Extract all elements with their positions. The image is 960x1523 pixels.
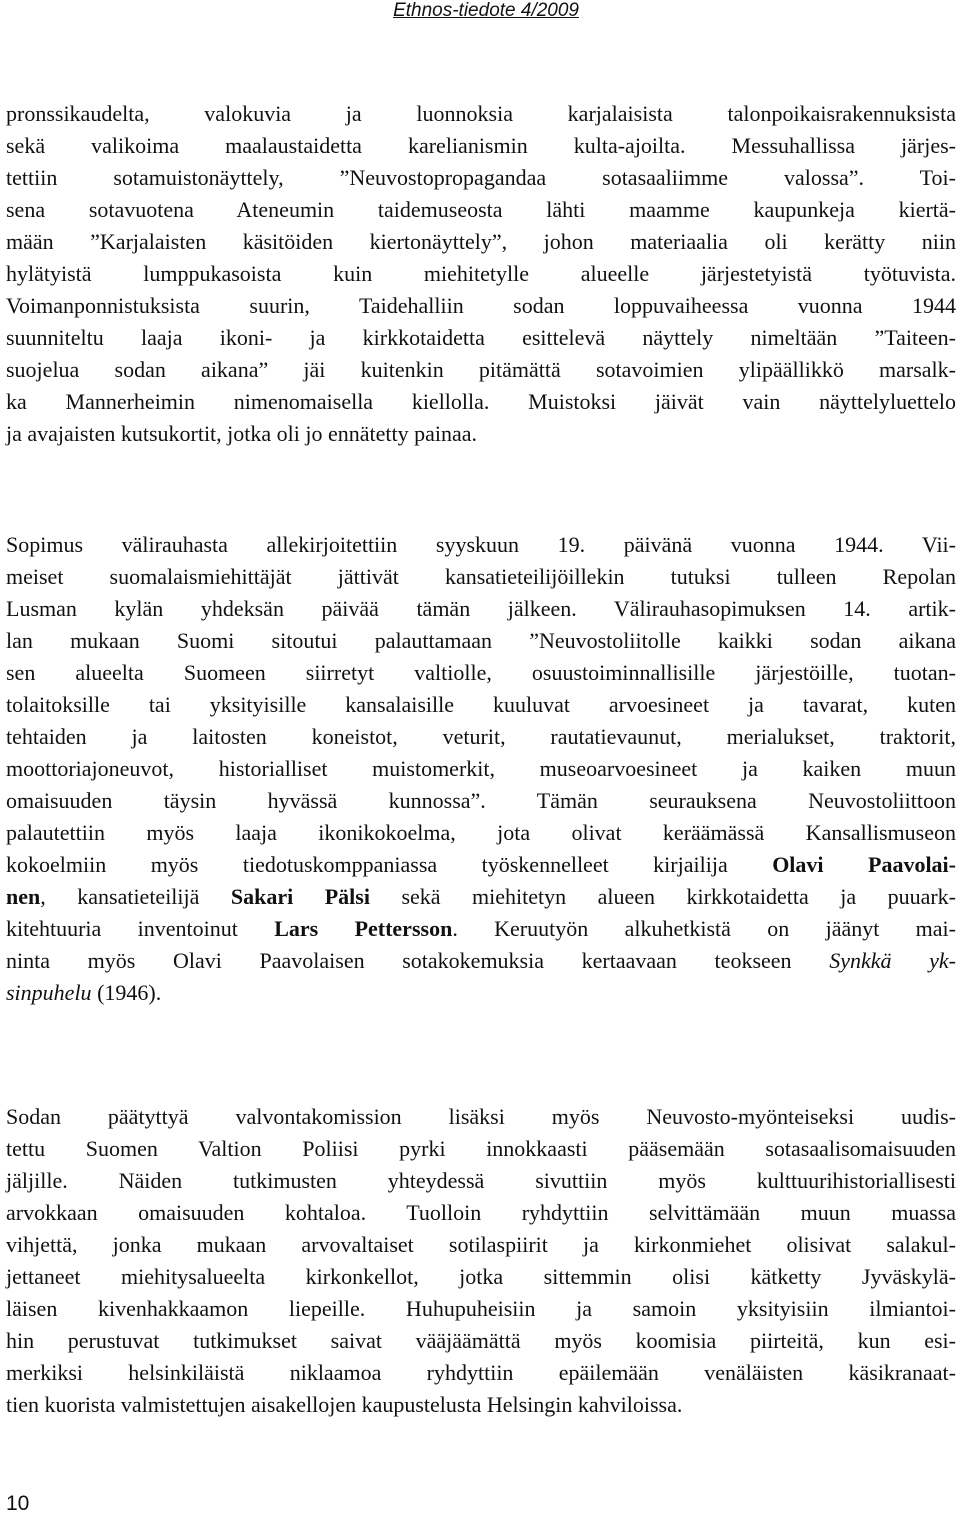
text-run: jettaneet miehitysalueelta kirkonkellot, jotka sittemmin olisi kätketty Jyväskylä- [6,1264,956,1289]
text-line [6,162,956,194]
text-run: lan mukaan Suomi sitoutui palauttamaan ”Neuvostoliitolle kaikki sodan aikana [6,628,956,653]
text-line [6,625,956,657]
text-run: sekä valikoima maalaustaidetta karelianismin kulta-ajoilta. Messuhallissa järjes- [6,133,956,158]
text-line [6,881,956,913]
text-run: merkiksi helsinkiläistä niklaamoa ryhdyttiin epäilemään venäläisten käsikranaat- [6,1360,956,1385]
text-run: ninta myös Olavi Paavolaisen sotakokemuksia kertaavaan teokseen [6,948,830,973]
text-line [6,1197,956,1229]
text-run: kokoelmiin myös tiedotuskomppaniassa työskennelleet kirjailija [6,852,773,877]
text-run: tehtaiden ja laitosten koneistot, veturit, rautatievaunut, merialukset, traktorit, [6,724,956,749]
text-line [6,1261,956,1293]
paragraph-1 [6,98,956,450]
text-run: tettu Suomen Valtion Poliisi pyrki innokkaasti pääsemään sotasaalisomaisuuden [6,1136,956,1161]
text-line [6,1165,956,1197]
text-line [6,977,956,1009]
text-line [6,1293,956,1325]
bold-name: Lars Pettersson [274,916,453,941]
text-run: (1946). [91,980,162,1005]
text-run: sen alueelta Suomeen siirretyt valtiolle, osuustoiminnallisille järjestöille, tuotan- [6,660,956,685]
text-run: läisen kivenhakkaamon liepeille. Huhupuheisiin ja samoin yksityisiin ilmiantoi- [6,1296,956,1321]
text-line [6,1389,956,1421]
text-run: pronssikaudelta, valokuvia ja luonnoksia karjalaisista talonpoikaisrakennuksista [6,101,956,126]
paragraph-3 [6,1101,956,1421]
text-line [6,130,956,162]
text-run: . Keruutyön alkuhetkistä on jäänyt mai- [452,916,956,941]
text-line [6,226,956,258]
text-line [6,258,956,290]
text-line [6,1325,956,1357]
text-run: hylätyistä lumppukasoista kuin miehitetylle alueelle järjestetyistä työtuvista. [6,261,956,286]
text-run: arvokkaan omaisuuden kohtaloa. Tuolloin ryhdyttiin selvittämään muun muassa [6,1200,956,1225]
text-line [6,849,956,881]
text-run: Voimanponnistuksista suurin, Taidehalliin sodan loppuvaiheessa vuonna 1944 [6,293,956,318]
text-run: tien kuorista valmistettujen aisakellojen kaupustelusta Helsingin kahviloissa. [6,1392,683,1417]
text-line [6,753,956,785]
text-run: mään ”Karjalaisten käsitöiden kiertonäyttely”, johon materiaalia oli kerätty niin [6,229,956,254]
text-run: vihjettä, jonka mukaan arvovaltaiset sotilaspiirit ja kirkonmiehet olisivat salakul- [6,1232,956,1257]
page-number: 10 [6,1492,30,1515]
text-line [6,721,956,753]
text-run: omaisuuden täysin hyvässä kunnossa”. Tämän seurauksena Neuvostoliittoon [6,788,956,813]
text-run: jäljille. Näiden tutkimusten yhteydessä sivuttiin myös kulttuurihistoriallisesti [6,1168,956,1193]
paragraph-2 [6,529,956,1009]
text-run: suojelua sodan aikana” jäi kuitenkin pitämättä sotavoimien ylipäällikkö marsalk- [6,357,956,382]
italic-title: sinpuhelu [6,980,92,1005]
text-line [6,689,956,721]
text-line [6,529,956,561]
text-line [6,913,956,945]
text-line [6,290,956,322]
text-run: kitehtuuria inventoinut [6,916,275,941]
text-line [6,418,956,450]
text-line [6,322,956,354]
text-line [6,354,956,386]
running-header [393,0,597,22]
text-run: tettiin sotamuistonäyttely, ”Neuvostopropagandaa sotasaaliimme valossa”. Toi- [6,165,956,190]
text-run: tolaitoksille tai yksityisille kansalaisille kuuluvat arvoesineet ja tavarat, kuten [6,692,956,717]
text-line [6,657,956,689]
header-title: Ethnos-tiedote 4/2009 [393,0,579,21]
text-line [6,945,956,977]
text-line [6,386,956,418]
text-run: sena sotavuotena Ateneumin taidemuseosta lähti maamme kaupunkeja kiertä- [6,197,956,222]
text-line [6,593,956,625]
text-line [6,1229,956,1261]
text-line [6,1133,956,1165]
text-line [6,194,956,226]
italic-title: Synkkä yk- [829,948,956,973]
text-line [6,561,956,593]
text-run: moottoriajoneuvot, historialliset muistomerkit, museoarvoesineet ja kaiken muun [6,756,956,781]
text-line [6,817,956,849]
text-run: ka Mannerheimin nimenomaisella kiellolla. Muistoksi jäivät vain näyttelyluettelo [6,389,956,414]
text-line [6,1101,956,1133]
bold-name: nen [6,884,41,909]
text-run: meiset suomalaismiehittäjät jättivät kansatieteilijöillekin tutuksi tulleen Repolan [6,564,956,589]
text-run: hin perustuvat tutkimukset saivat vääjäämättä myös koomisia piirteitä, kun esi- [6,1328,956,1353]
bold-name: Sakari Pälsi [230,884,370,909]
text-run: palautettiin myös laaja ikonikokoelma, jota olivat keräämässä Kansallismuseon [6,820,956,845]
text-run: suunniteltu laaja ikoni- ja kirkkotaidetta esittelevä näyttely nimeltään ”Taiteen- [6,325,956,350]
text-run: ja avajaisten kutsukortit, jotka oli jo ennätetty painaa. [6,421,478,446]
text-run: sekä miehitetyn alueen kirkkotaidetta ja puuark- [369,884,956,909]
text-run: Sopimus välirauhasta allekirjoitettiin syyskuun 19. päivänä vuonna 1944. Vii- [6,532,956,557]
text-run: , kansatieteilijä [40,884,231,909]
text-run: Lusman kylän yhdeksän päivää tämän jälkeen. Välirauhasopimuksen 14. artik- [6,596,956,621]
text-line [6,785,956,817]
text-run: Sodan päätyttyä valvontakomission lisäksi myös Neuvosto-myönteiseksi uudis- [6,1104,956,1129]
bold-name: Olavi Paavolai- [772,852,956,877]
text-line [6,98,956,130]
text-line [6,1357,956,1389]
